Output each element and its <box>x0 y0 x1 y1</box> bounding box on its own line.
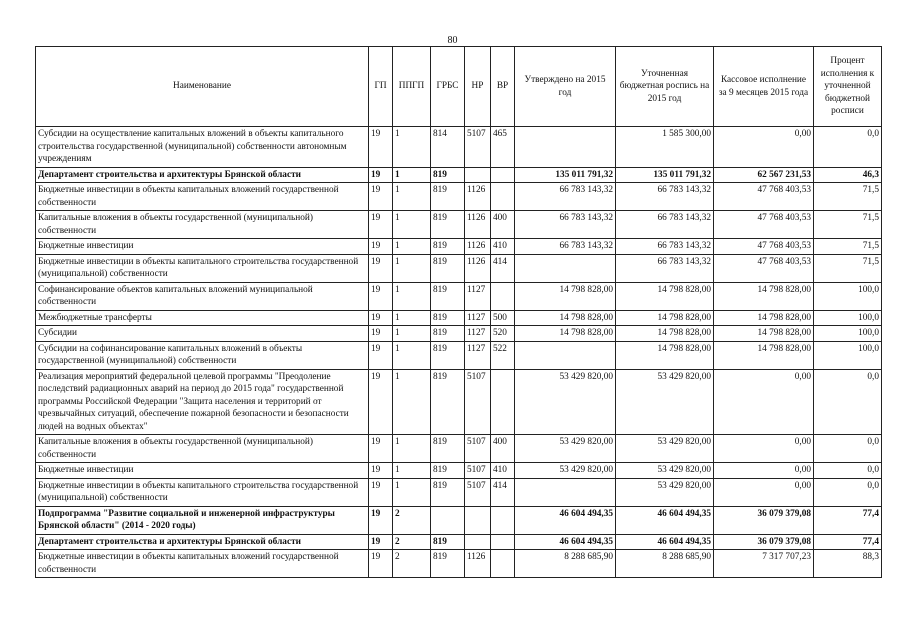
cell-ppgp: 1 <box>393 183 431 211</box>
cell-refined: 53 429 820,00 <box>616 463 714 479</box>
cell-vr: 520 <box>491 326 515 342</box>
table-row <box>36 369 882 435</box>
cell-ppgp: 1 <box>393 282 431 310</box>
cell-grbs <box>431 506 465 534</box>
cell-name: Бюджетные инвестиции в объекты капитальных вложений государственной собственности <box>36 550 369 578</box>
cell-cash: 7 317 707,23 <box>714 550 814 578</box>
cell-percent: 0,0 <box>814 435 882 463</box>
page-number: 80 <box>447 35 458 46</box>
cell-grbs: 819 <box>431 282 465 310</box>
cell-ppgp: 1 <box>393 254 431 282</box>
table-row <box>36 341 882 369</box>
cell-percent: 100,0 <box>814 282 882 310</box>
cell-ppgp: 1 <box>393 341 431 369</box>
cell-approved <box>515 478 616 506</box>
cell-nr: 5107 <box>465 127 491 168</box>
cell-vr: 410 <box>491 239 515 255</box>
cell-ppgp: 1 <box>393 369 431 435</box>
table-row <box>36 254 882 282</box>
cell-refined: 1 585 300,00 <box>616 127 714 168</box>
cell-nr: 5107 <box>465 435 491 463</box>
cell-refined: 66 783 143,32 <box>616 211 714 239</box>
cell-vr: 522 <box>491 341 515 369</box>
cell-percent: 88,3 <box>814 550 882 578</box>
cell-name: Реализация мероприятий федеральной целевой программы "Преодоление последствий радиационных аварий на период до 2015 года" государственной программы Российской Федерации "Защита населения и территорий от чрезвычайных ситуаций, обеспечение пожарной безопасности и безопасности людей на водных объектах" <box>36 369 369 435</box>
cell-gp: 19 <box>369 478 393 506</box>
cell-cash: 14 798 828,00 <box>714 310 814 326</box>
cell-refined: 14 798 828,00 <box>616 341 714 369</box>
cell-nr: 1126 <box>465 211 491 239</box>
cell-grbs: 819 <box>431 239 465 255</box>
cell-percent: 71,5 <box>814 254 882 282</box>
cell-grbs: 819 <box>431 310 465 326</box>
cell-ppgp: 2 <box>393 506 431 534</box>
cell-ppgp: 1 <box>393 167 431 183</box>
cell-gp: 19 <box>369 183 393 211</box>
cell-cash: 0,00 <box>714 127 814 168</box>
cell-ppgp: 1 <box>393 478 431 506</box>
cell-refined: 66 783 143,32 <box>616 239 714 255</box>
cell-refined: 8 288 685,90 <box>616 550 714 578</box>
cell-grbs: 819 <box>431 550 465 578</box>
cell-name: Бюджетные инвестиции <box>36 239 369 255</box>
cell-refined: 53 429 820,00 <box>616 478 714 506</box>
cell-cash: 0,00 <box>714 463 814 479</box>
cell-cash: 0,00 <box>714 435 814 463</box>
cell-vr <box>491 550 515 578</box>
budget-table <box>35 46 882 578</box>
table-row <box>36 435 882 463</box>
cell-vr <box>491 534 515 550</box>
cell-approved <box>515 341 616 369</box>
cell-name: Субсидии на осуществление капитальных вложений в объекты капитального строительства государственной (муниципальной) собственности автономным учреждениям <box>36 127 369 168</box>
cell-approved: 53 429 820,00 <box>515 369 616 435</box>
cell-vr <box>491 183 515 211</box>
cell-cash: 47 768 403,53 <box>714 183 814 211</box>
cell-percent: 100,0 <box>814 326 882 342</box>
col-header-gp: ГП <box>369 47 393 127</box>
cell-grbs: 819 <box>431 341 465 369</box>
cell-name: Бюджетные инвестиции в объекты капитального строительства государственной (муниципальной) собственности <box>36 254 369 282</box>
cell-grbs: 819 <box>431 167 465 183</box>
cell-gp: 19 <box>369 550 393 578</box>
cell-approved: 53 429 820,00 <box>515 463 616 479</box>
cell-name: Капитальные вложения в объекты государственной (муниципальной) собственности <box>36 435 369 463</box>
cell-ppgp: 1 <box>393 435 431 463</box>
cell-percent: 100,0 <box>814 310 882 326</box>
cell-approved: 66 783 143,32 <box>515 183 616 211</box>
cell-gp: 19 <box>369 463 393 479</box>
cell-cash: 47 768 403,53 <box>714 254 814 282</box>
cell-approved: 46 604 494,35 <box>515 506 616 534</box>
cell-gp: 19 <box>369 239 393 255</box>
cell-cash: 0,00 <box>714 478 814 506</box>
cell-refined: 14 798 828,00 <box>616 310 714 326</box>
cell-name: Софинансирование объектов капитальных вложений муниципальной собственности <box>36 282 369 310</box>
cell-cash: 47 768 403,53 <box>714 211 814 239</box>
cell-approved: 53 429 820,00 <box>515 435 616 463</box>
cell-name: Капитальные вложения в объекты государственной (муниципальной) собственности <box>36 211 369 239</box>
cell-refined: 53 429 820,00 <box>616 369 714 435</box>
cell-refined: 14 798 828,00 <box>616 282 714 310</box>
cell-grbs: 819 <box>431 435 465 463</box>
cell-grbs: 819 <box>431 463 465 479</box>
cell-nr: 1127 <box>465 282 491 310</box>
cell-nr <box>465 167 491 183</box>
cell-refined: 14 798 828,00 <box>616 326 714 342</box>
col-header-cash: Кассовое исполнение за 9 месяцев 2015 года <box>714 47 814 127</box>
col-header-nr: НР <box>465 47 491 127</box>
cell-percent: 71,5 <box>814 239 882 255</box>
cell-gp: 19 <box>369 369 393 435</box>
cell-grbs: 819 <box>431 326 465 342</box>
cell-gp: 19 <box>369 127 393 168</box>
cell-percent: 77,4 <box>814 506 882 534</box>
cell-percent: 0,0 <box>814 478 882 506</box>
cell-gp: 19 <box>369 310 393 326</box>
cell-percent: 77,4 <box>814 534 882 550</box>
cell-vr: 500 <box>491 310 515 326</box>
cell-grbs: 814 <box>431 127 465 168</box>
col-header-grbs: ГРБС <box>431 47 465 127</box>
cell-gp: 19 <box>369 341 393 369</box>
cell-approved: 14 798 828,00 <box>515 282 616 310</box>
cell-name: Межбюджетные трансферты <box>36 310 369 326</box>
cell-cash: 62 567 231,53 <box>714 167 814 183</box>
header-row <box>36 47 882 127</box>
cell-approved: 14 798 828,00 <box>515 310 616 326</box>
cell-grbs: 819 <box>431 369 465 435</box>
col-header-vr: ВР <box>491 47 515 127</box>
cell-approved: 66 783 143,32 <box>515 211 616 239</box>
cell-cash: 47 768 403,53 <box>714 239 814 255</box>
cell-nr: 1126 <box>465 239 491 255</box>
cell-gp: 19 <box>369 167 393 183</box>
cell-nr: 1126 <box>465 183 491 211</box>
cell-refined: 66 783 143,32 <box>616 183 714 211</box>
cell-nr <box>465 534 491 550</box>
cell-ppgp: 1 <box>393 463 431 479</box>
cell-approved: 66 783 143,32 <box>515 239 616 255</box>
cell-vr: 465 <box>491 127 515 168</box>
cell-vr <box>491 282 515 310</box>
col-header-refined: Уточненная бюджетная роспись на 2015 год <box>616 47 714 127</box>
table-row <box>36 463 882 479</box>
cell-approved: 46 604 494,35 <box>515 534 616 550</box>
cell-ppgp: 1 <box>393 211 431 239</box>
cell-cash: 0,00 <box>714 369 814 435</box>
cell-approved <box>515 127 616 168</box>
cell-refined: 53 429 820,00 <box>616 435 714 463</box>
cell-grbs: 819 <box>431 254 465 282</box>
table-row <box>36 183 882 211</box>
table-row <box>36 282 882 310</box>
cell-approved: 135 011 791,32 <box>515 167 616 183</box>
cell-name: Подпрограмма "Развитие социальной и инженерной инфраструктуры Брянской области" (2014 - 2020 годы) <box>36 506 369 534</box>
cell-percent: 0,0 <box>814 369 882 435</box>
cell-refined: 66 783 143,32 <box>616 254 714 282</box>
cell-name: Субсидии на софинансирование капитальных вложений в объекты государственной (муниципальной) собственности <box>36 341 369 369</box>
cell-gp: 19 <box>369 506 393 534</box>
table-row <box>36 506 882 534</box>
cell-name: Департамент строительства и архитектуры Брянской области <box>36 534 369 550</box>
cell-approved <box>515 254 616 282</box>
cell-percent: 0,0 <box>814 463 882 479</box>
cell-nr: 1126 <box>465 550 491 578</box>
cell-grbs: 819 <box>431 183 465 211</box>
cell-percent: 100,0 <box>814 341 882 369</box>
col-header-ppgp: ППГП <box>393 47 431 127</box>
cell-ppgp: 1 <box>393 310 431 326</box>
cell-gp: 19 <box>369 435 393 463</box>
cell-nr: 5107 <box>465 369 491 435</box>
cell-nr: 1127 <box>465 310 491 326</box>
cell-approved: 8 288 685,90 <box>515 550 616 578</box>
table-row <box>36 127 882 168</box>
cell-vr: 410 <box>491 463 515 479</box>
cell-percent: 71,5 <box>814 183 882 211</box>
cell-name: Бюджетные инвестиции в объекты капитальных вложений государственной собственности <box>36 183 369 211</box>
col-header-approved: Утверждено на 2015 год <box>515 47 616 127</box>
cell-vr <box>491 506 515 534</box>
cell-ppgp: 2 <box>393 534 431 550</box>
cell-vr <box>491 167 515 183</box>
table-row <box>36 326 882 342</box>
cell-percent: 46,3 <box>814 167 882 183</box>
cell-name: Субсидии <box>36 326 369 342</box>
cell-cash: 14 798 828,00 <box>714 326 814 342</box>
cell-nr: 1127 <box>465 341 491 369</box>
cell-vr: 414 <box>491 478 515 506</box>
table-row <box>36 310 882 326</box>
table-row <box>36 550 882 578</box>
col-header-percent: Процент исполнения к уточненной бюджетной росписи <box>814 47 882 127</box>
cell-ppgp: 1 <box>393 239 431 255</box>
cell-nr: 5107 <box>465 478 491 506</box>
cell-nr: 1127 <box>465 326 491 342</box>
cell-percent: 0,0 <box>814 127 882 168</box>
cell-gp: 19 <box>369 326 393 342</box>
cell-vr: 414 <box>491 254 515 282</box>
cell-grbs: 819 <box>431 478 465 506</box>
cell-cash: 14 798 828,00 <box>714 282 814 310</box>
col-header-name: Наименование <box>36 47 369 127</box>
cell-name: Бюджетные инвестиции в объекты капитального строительства государственной (муниципальной) собственности <box>36 478 369 506</box>
cell-approved: 14 798 828,00 <box>515 326 616 342</box>
table-row <box>36 534 882 550</box>
cell-nr: 5107 <box>465 463 491 479</box>
cell-ppgp: 1 <box>393 326 431 342</box>
cell-refined: 46 604 494,35 <box>616 534 714 550</box>
cell-cash: 36 079 379,08 <box>714 506 814 534</box>
table-row <box>36 167 882 183</box>
cell-vr: 400 <box>491 211 515 239</box>
cell-vr <box>491 369 515 435</box>
cell-grbs: 819 <box>431 211 465 239</box>
cell-cash: 36 079 379,08 <box>714 534 814 550</box>
cell-nr <box>465 506 491 534</box>
cell-ppgp: 2 <box>393 550 431 578</box>
cell-cash: 14 798 828,00 <box>714 341 814 369</box>
table-row <box>36 239 882 255</box>
cell-gp: 19 <box>369 282 393 310</box>
cell-gp: 19 <box>369 534 393 550</box>
cell-vr: 400 <box>491 435 515 463</box>
cell-ppgp: 1 <box>393 127 431 168</box>
cell-name: Департамент строительства и архитектуры Брянской области <box>36 167 369 183</box>
cell-percent: 71,5 <box>814 211 882 239</box>
cell-name: Бюджетные инвестиции <box>36 463 369 479</box>
cell-gp: 19 <box>369 211 393 239</box>
cell-nr: 1126 <box>465 254 491 282</box>
cell-grbs: 819 <box>431 534 465 550</box>
table-row <box>36 211 882 239</box>
cell-gp: 19 <box>369 254 393 282</box>
cell-refined: 135 011 791,32 <box>616 167 714 183</box>
table-row <box>36 478 882 506</box>
cell-refined: 46 604 494,35 <box>616 506 714 534</box>
